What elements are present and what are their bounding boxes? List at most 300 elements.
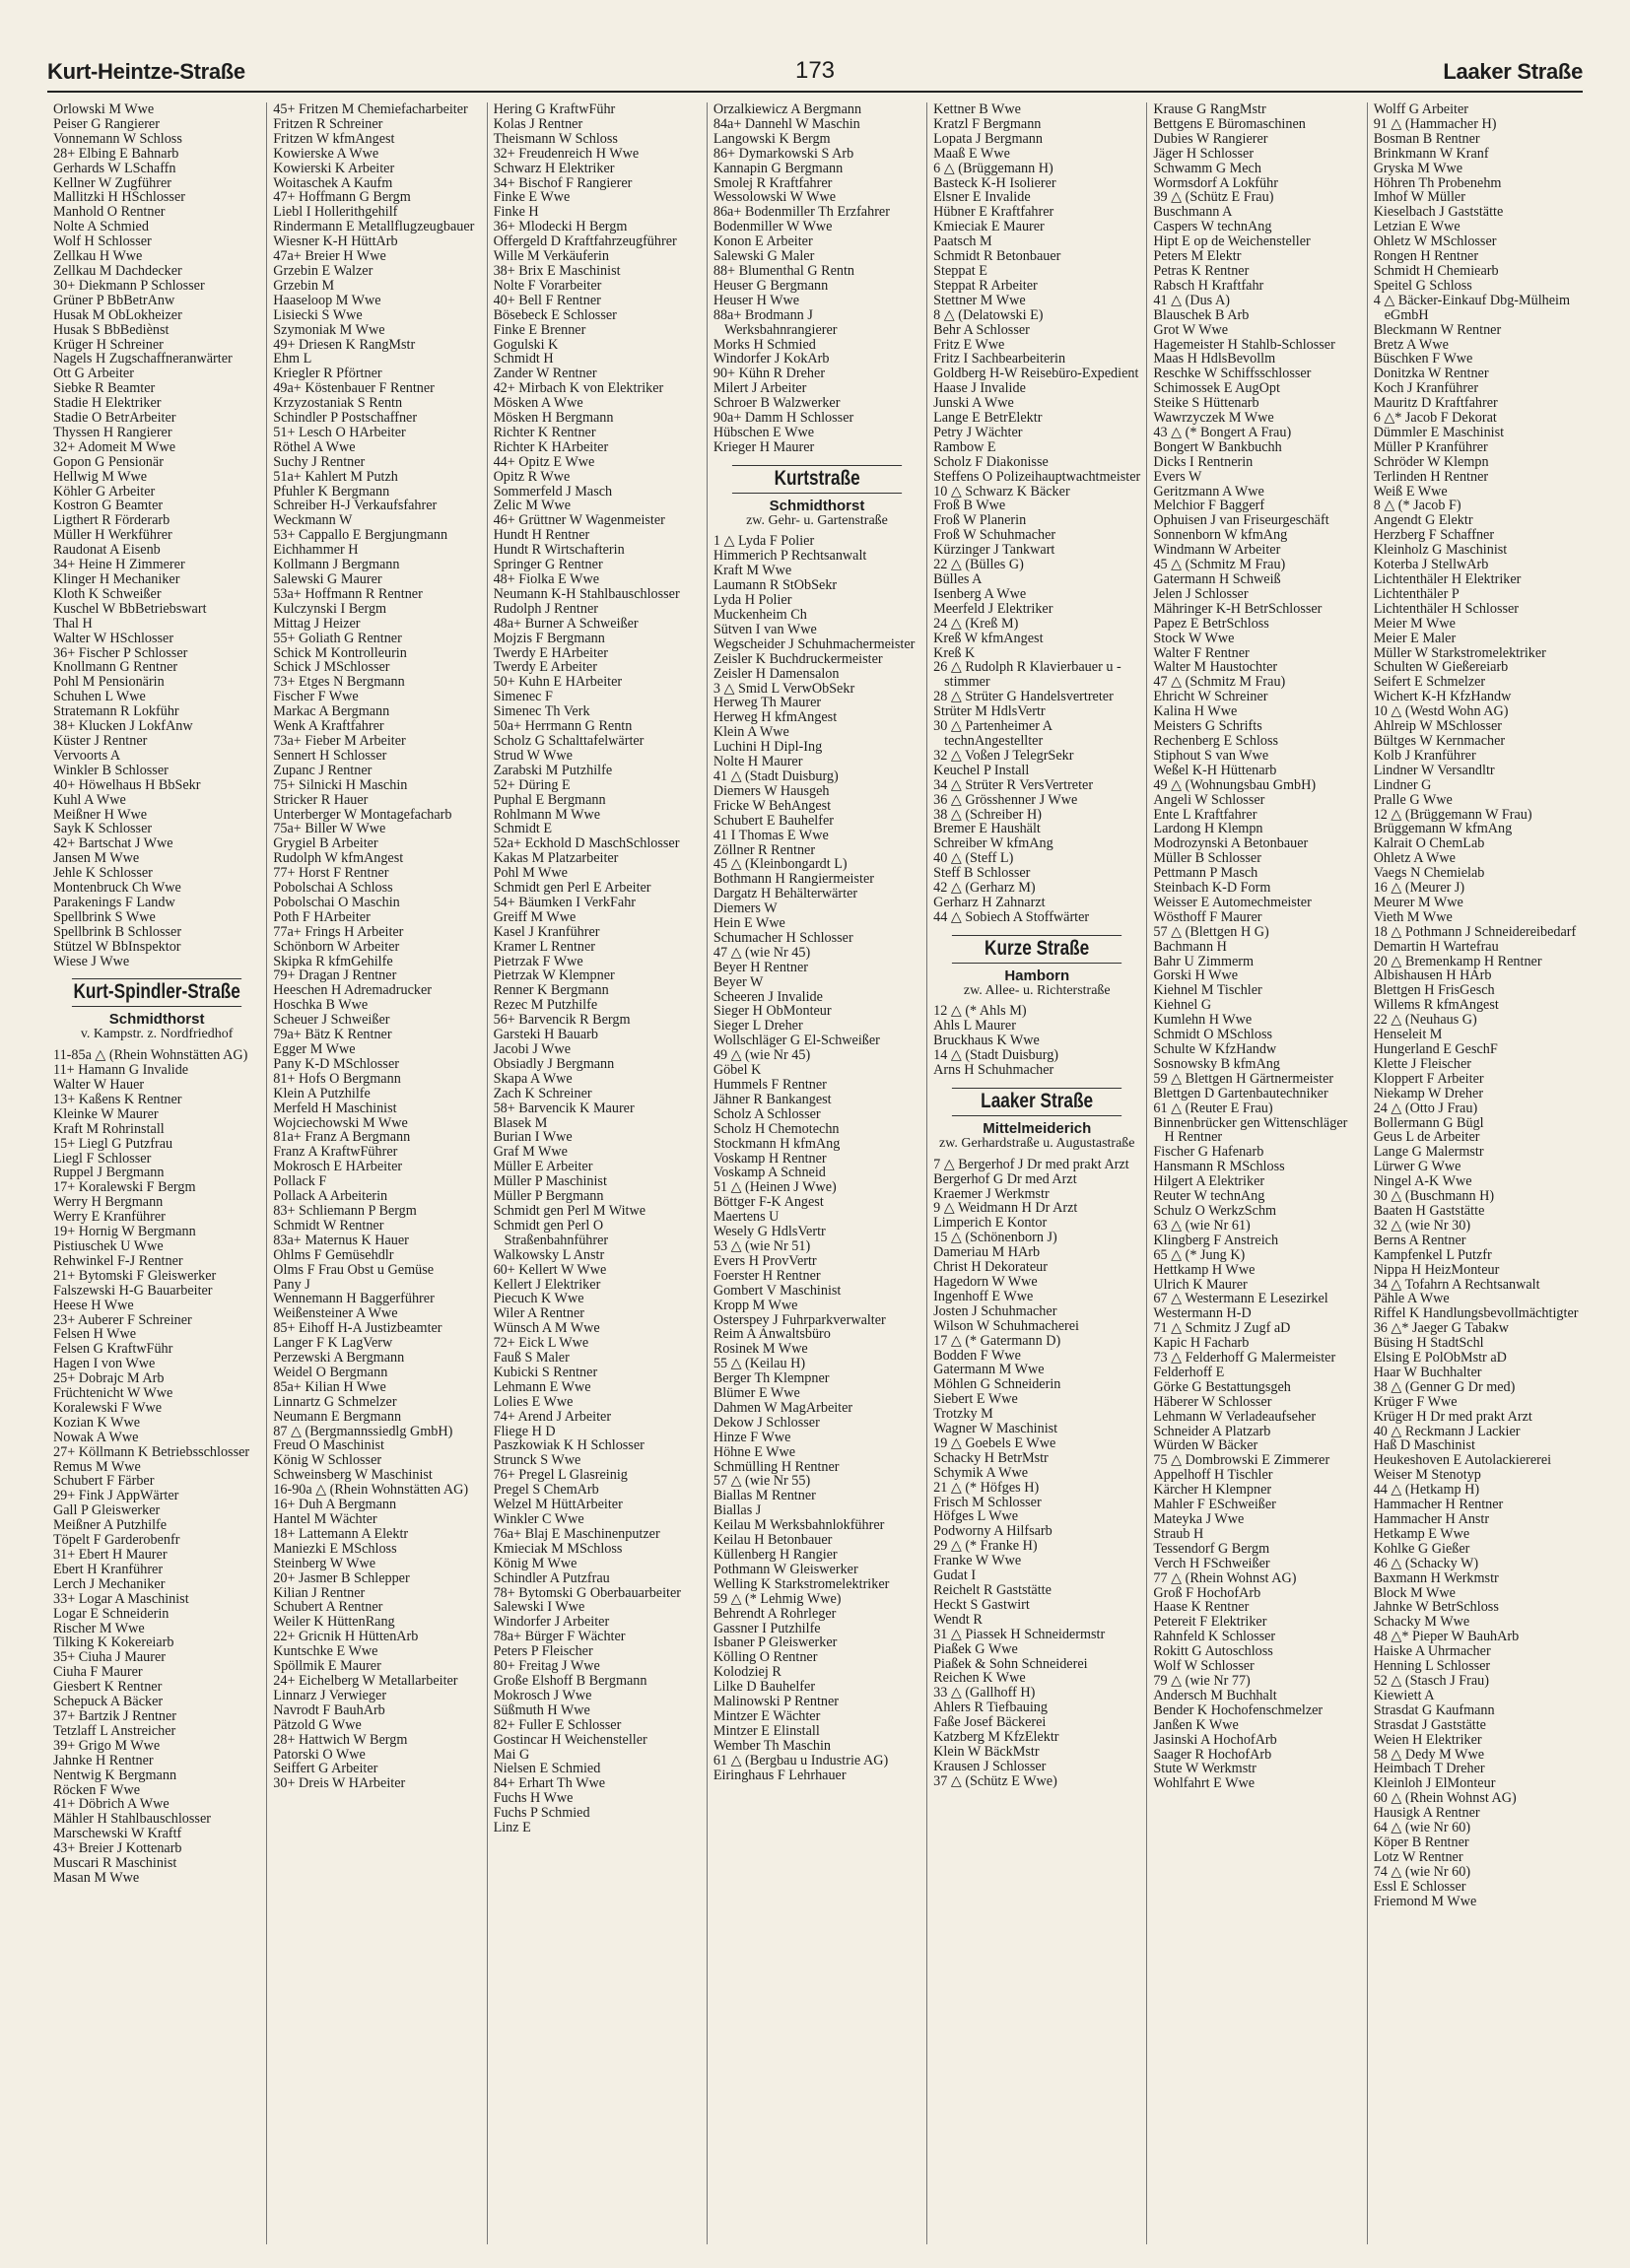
resident-entry: Gopon G Pensionär xyxy=(53,453,164,470)
resident-entry: 49+ Driesen K RangMstr xyxy=(273,336,416,353)
resident-entry: Köper B Rentner xyxy=(1373,1834,1469,1850)
resident-entry: Zöllner R Rentner xyxy=(713,841,816,858)
resident-entry: 32+ Freudenreich H Wwe xyxy=(493,145,640,162)
resident-entry: 71 △ Schmitz J Zugf aD xyxy=(1153,1320,1291,1337)
resident-entry: Strunck S Wwe xyxy=(493,1452,581,1469)
resident-entry: Kölling O Rentner xyxy=(713,1649,818,1666)
resident-entry: Simenec F xyxy=(493,689,553,705)
resident-entry: Mauritz D Kraftfahrer xyxy=(1373,395,1498,412)
resident-entry: Blettgen D Gartenbautechniker xyxy=(1153,1085,1328,1101)
resident-entry: 86a+ Bodenmiller Th Erzfahrer xyxy=(713,204,890,221)
resident-entry: Rezec M Putzhilfe xyxy=(493,997,598,1014)
resident-entry: Kärcher H Klempner xyxy=(1153,1482,1272,1499)
resident-entry: Kraemer J Werkmstr xyxy=(933,1185,1050,1202)
resident-entry: 44 △ (Hetkamp H) xyxy=(1373,1482,1480,1499)
resident-entry: 31 △ Piassek H Schneidermstr xyxy=(933,1626,1106,1642)
resident-entry: Garsteki H Bauarb xyxy=(493,1027,598,1043)
resident-entry: Montenbruck Ch Wwe xyxy=(53,880,181,897)
resident-entry: Christ H Dekorateur xyxy=(933,1259,1048,1276)
resident-entry: Lopata J Bergmann xyxy=(933,130,1043,147)
resident-entry: Mintzer E Wächter xyxy=(713,1707,821,1724)
resident-entry: 48a+ Burner A Schweißer xyxy=(493,615,639,632)
resident-entry: 1 △ Lyda F Polier xyxy=(713,533,815,550)
resident-entry: Jehle K Schlosser xyxy=(53,865,153,882)
resident-entry: Klein A Wwe xyxy=(713,724,789,741)
resident-entry: Stockmann H kfmAng xyxy=(713,1135,841,1152)
resident-entry: Weiser M Stenotyp xyxy=(1373,1467,1481,1484)
resident-entry: 87 △ (Bergmannssiedlg GmbH) xyxy=(273,1423,453,1439)
resident-entry: Speitel G Schloss xyxy=(1373,277,1472,294)
resident-entry: Kolodziej R xyxy=(713,1664,781,1681)
resident-entry: Ebert H Kranführer xyxy=(53,1561,164,1577)
resident-entry: 34 △ Tofahrn A Rechtsanwalt xyxy=(1373,1276,1540,1293)
resident-entry: Heese H Wwe xyxy=(53,1297,134,1313)
resident-entry: Wolff G Arbeiter xyxy=(1373,102,1468,117)
resident-entry: Rudolph J Rentner xyxy=(493,600,598,617)
street-heading: Kurtstraße xyxy=(732,465,902,494)
resident-entry: 15 △ (Schönenborn J) xyxy=(933,1230,1057,1246)
resident-entry: Röthel A Wwe xyxy=(273,438,356,455)
resident-entry: Kalina H Wwe xyxy=(1153,703,1238,720)
resident-entry: Schindler A Putzfrau xyxy=(493,1569,610,1586)
resident-entry: Morks H Schmied xyxy=(713,336,816,353)
street-range-note: v. Kampstr. z. Nordfriedhof xyxy=(80,1027,234,1042)
resident-entry: 64 △ (wie Nr 60) xyxy=(1373,1820,1471,1836)
resident-entry: 37+ Bartzik J Rentner xyxy=(53,1707,177,1724)
resident-entry: Bülles A xyxy=(933,571,983,587)
resident-entry: Felderhoff E xyxy=(1153,1364,1225,1380)
resident-entry: Dargatz H Behälterwärter xyxy=(713,886,858,902)
resident-entry: 56+ Barvencik R Bergm xyxy=(493,1012,631,1029)
resident-entry: Offergeld D Kraftfahrzeugführer xyxy=(493,233,677,250)
resident-entry: Kramer L Rentner xyxy=(493,938,596,955)
resident-entry: 10 △ (Westd Wohn AG) xyxy=(1373,703,1509,720)
resident-entry: Schmidt gen Perl E Arbeiter xyxy=(493,880,651,897)
resident-entry: Ott G Arbeiter xyxy=(53,366,134,382)
resident-entry: Diemers W Hausgeh xyxy=(713,782,830,799)
resident-entry: Pregel S ChemArb xyxy=(493,1482,599,1499)
resident-entry: Wojciechowski M Wwe xyxy=(273,1114,408,1131)
street-range-note: zw. Allee- u. Richterstraße xyxy=(963,982,1111,998)
resident-entry: Pollack A Arbeiterin xyxy=(273,1188,388,1205)
resident-entry: Haase J Invalide xyxy=(933,380,1026,397)
resident-entry: Marschewski W Kraftf xyxy=(53,1826,182,1842)
resident-entry: Bergerhof G Dr med Arzt xyxy=(933,1170,1077,1187)
resident-entry: Luchini H Dipl-Ing xyxy=(713,739,823,756)
resident-entry: 49 △ (Wohnungsbau GmbH) xyxy=(1153,776,1317,793)
resident-entry: 65 △ (* Jung K) xyxy=(1153,1246,1246,1263)
resident-entry: Wesely G HdlsVertr xyxy=(713,1224,826,1240)
resident-entry: 30 △ Partenheimer A technAngestellter xyxy=(933,718,1053,749)
resident-entry: 31+ Ebert H Maurer xyxy=(53,1547,168,1563)
resident-entry: Kürzinger J Tankwart xyxy=(933,542,1055,559)
resident-entry: 9 △ Weidmann H Dr Arzt xyxy=(933,1200,1078,1217)
resident-entry: 12 △ (Brüggemann W Frau) xyxy=(1373,806,1532,823)
resident-entry: Kalrait O ChemLab xyxy=(1373,835,1485,852)
resident-entry: Woitaschek A Kaufm xyxy=(273,174,393,191)
resident-entry: Goldberg H-W Reisebüro-Expedient xyxy=(933,366,1139,382)
resident-entry: Kannapin G Bergmann xyxy=(713,160,844,176)
resident-entry: Niekamp W Dreher xyxy=(1373,1085,1484,1101)
resident-entry: Twerdy E Arbeiter xyxy=(493,659,597,676)
resident-entry: Hellwig M Wwe xyxy=(53,468,148,485)
resident-entry: 13+ Kaßens K Rentner xyxy=(53,1091,182,1107)
resident-entry: 86+ Dymarkowski S Arb xyxy=(713,145,854,162)
resident-entry: Schmidt W Rentner xyxy=(273,1217,384,1234)
resident-entry: Heuser G Bergmann xyxy=(713,277,829,294)
resident-entry: Unterberger W Montagefacharb xyxy=(273,806,452,823)
resident-entry: Saager R HochofArb xyxy=(1153,1746,1272,1763)
resident-entry: Riffel K Handlungsbevollmächtigter xyxy=(1373,1305,1579,1322)
resident-entry: Behrendt A Rohrleger xyxy=(713,1605,837,1622)
resident-entry: Podworny A Hilfsarb xyxy=(933,1523,1053,1540)
resident-entry: Herweg H kfmAngest xyxy=(713,709,838,726)
resident-entry: Klingberg F Anstreich xyxy=(1153,1232,1279,1248)
resident-entry: Jahnke W BetrSchloss xyxy=(1373,1599,1499,1616)
resident-entry: Stute W Werkmstr xyxy=(1153,1761,1256,1777)
resident-entry: 75+ Silnicki H Maschin xyxy=(273,776,408,793)
resident-entry: Schulten W Gießereiarb xyxy=(1373,659,1509,676)
resident-entry: Springer G Rentner xyxy=(493,557,603,573)
resident-entry: Spellbrink B Schlosser xyxy=(53,923,182,940)
resident-entry: Wohlfahrt E Wwe xyxy=(1153,1775,1256,1792)
resident-entry: Modrozynski A Betonbauer xyxy=(1153,835,1309,852)
resident-entry: Albishausen H HArb xyxy=(1373,967,1492,984)
resident-entry: 14 △ (Stadt Duisburg) xyxy=(933,1047,1059,1064)
resident-entry: Seiffert G Arbeiter xyxy=(273,1761,378,1777)
resident-entry: Grygiel B Arbeiter xyxy=(273,835,378,852)
resident-entry: Reichen K Wwe xyxy=(933,1670,1026,1687)
resident-entry: Rindermann E Metallflugzeugbauer xyxy=(273,219,475,235)
page-number: 173 xyxy=(794,57,836,84)
resident-entry: 43 △ (* Bongert A Frau) xyxy=(1153,424,1292,440)
resident-entry: Gatermann M Wwe xyxy=(933,1362,1045,1378)
resident-entry: Smolej R Kraftfahrer xyxy=(713,174,833,191)
directory-columns xyxy=(47,102,1587,2244)
resident-entry: Lardong H Klempn xyxy=(1153,821,1263,837)
resident-entry: 41 I Thomas E Wwe xyxy=(713,827,829,843)
resident-entry: Biallas M Rentner xyxy=(713,1488,816,1504)
resident-entry: Walter M Haustochter xyxy=(1153,659,1278,676)
resident-entry: 85+ Eihoff H-A Justizbeamter xyxy=(273,1320,442,1337)
resident-entry: Egger M Wwe xyxy=(273,1041,356,1057)
resident-entry: Bahr U Zimmerm xyxy=(1153,953,1255,969)
resident-entry: Obsiadly J Bergmann xyxy=(493,1055,615,1072)
resident-entry: Wolf H Schlosser xyxy=(53,233,152,250)
resident-entry: 75a+ Biller W Wwe xyxy=(273,821,386,837)
resident-entry: 46+ Grüttner W Wagenmeister xyxy=(493,512,665,529)
resident-entry: Häberer W Schlosser xyxy=(1153,1393,1272,1410)
resident-entry: Skapa A Wwe xyxy=(493,1070,573,1087)
resident-entry: 23+ Auberer F Schreiner xyxy=(53,1311,192,1328)
resident-entry: 39 △ (Schütz E Frau) xyxy=(1153,189,1274,206)
resident-entry: Kowierske A Wwe xyxy=(273,145,379,162)
resident-entry: Himmerich P Rechtsanwalt xyxy=(713,548,867,565)
resident-entry: Hoschka B Wwe xyxy=(273,997,369,1014)
resident-entry: Weckmann W xyxy=(273,512,353,529)
resident-entry: Scholz A Schlosser xyxy=(713,1105,821,1122)
resident-entry: Knollmann G Rentner xyxy=(53,659,178,676)
resident-entry: Werry E Kranführer xyxy=(53,1209,166,1226)
resident-entry: Donitzka W Rentner xyxy=(1373,366,1489,382)
resident-entry: 77 △ (Rhein Wohnst AG) xyxy=(1153,1569,1297,1586)
resident-entry: Möhlen G Schneiderin xyxy=(933,1376,1061,1393)
resident-entry: Rohlmann M Wwe xyxy=(493,806,601,823)
resident-entry: 52 △ (Stasch J Frau) xyxy=(1373,1672,1489,1689)
resident-entry: Berns A Rentner xyxy=(1373,1232,1466,1248)
resident-entry: Schimossek E AugOpt xyxy=(1153,380,1280,397)
resident-entry: Peters M Elektr xyxy=(1153,248,1242,265)
resident-entry: Isbaner P Gleiswerker xyxy=(713,1634,838,1651)
resident-entry: 52+ Düring E xyxy=(493,776,571,793)
resident-entry: 46 △ (Schacky W) xyxy=(1373,1555,1479,1571)
resident-entry: 79a+ Bätz K Rentner xyxy=(273,1027,392,1043)
resident-entry: 32 △ (wie Nr 30) xyxy=(1373,1217,1471,1234)
resident-entry: Hagemeister H Stahlb-Schlosser xyxy=(1153,336,1335,353)
resident-entry: Perzewski A Bergmann xyxy=(273,1350,405,1367)
resident-entry: Mallitzki H HSchlosser xyxy=(53,189,185,206)
resident-entry: Hettkamp H Wwe xyxy=(1153,1261,1256,1278)
resident-entry: 40 △ Reckmann J Lackier xyxy=(1373,1423,1521,1439)
resident-entry: Tessendorf G Bergm xyxy=(1153,1540,1270,1557)
resident-entry: Falszewski H-G Bauarbeiter xyxy=(53,1282,213,1299)
resident-entry: 10 △ Schwarz K Bäcker xyxy=(933,483,1070,500)
resident-entry: Orlowski M Wwe xyxy=(53,102,155,117)
resident-entry: Pobolschai O Maschin xyxy=(273,894,400,910)
resident-entry: Maas H HdlsBevollm xyxy=(1153,351,1276,367)
resident-entry: Welling K Starkstromelektriker xyxy=(713,1575,890,1592)
resident-entry: Tetzlaff L Anstreicher xyxy=(53,1722,176,1739)
resident-entry: Henning L Schlosser xyxy=(1373,1658,1491,1675)
resident-entry: Mösken A Wwe xyxy=(493,395,583,412)
resident-entry: Dicks I Rentnerin xyxy=(1153,453,1254,470)
resident-entry: Zellkau H Wwe xyxy=(53,248,143,265)
resident-entry: Kratzl F Bergmann xyxy=(933,115,1042,132)
resident-entry: Freud O Maschinist xyxy=(273,1437,384,1454)
resident-entry: Finke E Wwe xyxy=(493,189,571,206)
resident-entry: 38+ Brix E Maschinist xyxy=(493,262,621,279)
resident-entry: Bettgens E Büromaschinen xyxy=(1153,115,1306,132)
resident-entry: Thyssen H Rangierer xyxy=(53,424,172,440)
street-range-note: zw. Gehr- u. Gartenstraße xyxy=(746,512,888,528)
resident-entry: Pany K-D MSchlosser xyxy=(273,1055,399,1072)
resident-entry: Schmidt R Betonbauer xyxy=(933,248,1061,265)
resident-entry: Froß W Schuhmacher xyxy=(933,527,1056,544)
resident-entry: 73 △ Felderhoff G Malermeister xyxy=(1153,1350,1336,1367)
resident-entry: Spöllmik E Maurer xyxy=(273,1658,381,1675)
resident-entry: Petras K Rentner xyxy=(1153,262,1250,279)
resident-entry: Vonnemann W Schloss xyxy=(53,130,182,147)
resident-entry: Süßmuth H Wwe xyxy=(493,1701,590,1718)
resident-entry: Angeli W Schlosser xyxy=(1153,791,1265,808)
resident-entry: 34 △ Strüter R VersVertreter xyxy=(933,776,1094,793)
resident-entry: Geritzmann A Wwe xyxy=(1153,483,1264,500)
resident-entry: Krause G RangMstr xyxy=(1153,102,1266,117)
resident-entry: 88+ Blumenthal G Rentn xyxy=(713,262,855,279)
resident-entry: 29 △ (* Franke H) xyxy=(933,1538,1038,1555)
resident-entry: Klein A Putzhilfe xyxy=(273,1085,371,1101)
resident-entry: Bremer E Haushält xyxy=(933,821,1041,837)
resident-entry: Hammacher H Rentner xyxy=(1373,1497,1504,1513)
resident-entry: Essl E Schlosser xyxy=(1373,1878,1466,1895)
resident-entry: Reichelt R Gaststätte xyxy=(933,1582,1052,1598)
resident-entry: Schmidt O MSchloss xyxy=(1153,1027,1273,1043)
resident-entry: 85a+ Kilian H Wwe xyxy=(273,1378,386,1395)
resident-entry: 34+ Bischof F Rangierer xyxy=(493,174,633,191)
resident-entry: 36+ Fischer P Schlosser xyxy=(53,644,188,661)
resident-entry: 73+ Etges N Bergmann xyxy=(273,674,405,691)
resident-entry: Blasek M xyxy=(493,1114,548,1131)
resident-entry: 29+ Fink J AppWärter xyxy=(53,1488,179,1504)
resident-entry: Fuchs P Schmied xyxy=(493,1805,590,1822)
resident-entry: Diemers W xyxy=(713,901,778,917)
resident-entry: 22+ Gricnik H HüttenArb xyxy=(273,1629,419,1645)
resident-entry: Nielsen E Schmied xyxy=(493,1761,601,1777)
resident-entry: Kriegler R Pförtner xyxy=(273,366,382,382)
running-head-left: Kurt-Heintze-Straße xyxy=(47,59,245,84)
resident-entry: 8 △ (* Jacob F) xyxy=(1373,498,1461,514)
resident-entry: Haar W Buchhalter xyxy=(1373,1364,1482,1380)
resident-entry: Weßel K-H Hüttenarb xyxy=(1153,762,1277,778)
resident-entry: Josten J Schuhmacher xyxy=(933,1302,1057,1319)
resident-entry: 51+ Lesch O HArbeiter xyxy=(273,424,406,440)
resident-entry: Block M Wwe xyxy=(1373,1584,1456,1601)
resident-entry: Frisch M Schlosser xyxy=(933,1494,1042,1510)
resident-entry: Foerster H Rentner xyxy=(713,1267,821,1284)
resident-entry: 33 △ (Gallhoff H) xyxy=(933,1685,1036,1701)
resident-entry: Janßen K Wwe xyxy=(1153,1716,1239,1733)
resident-entry: Pohl M Pensionärin xyxy=(53,674,165,691)
column-5 xyxy=(927,102,1147,2244)
resident-entry: Bruckhaus K Wwe xyxy=(933,1033,1040,1049)
resident-entry: Felsen G KraftwFühr xyxy=(53,1341,173,1358)
resident-entry: Zellkau M Dachdecker xyxy=(53,262,182,279)
resident-entry: Gogulski K xyxy=(493,336,559,353)
resident-entry: 41 △ (Dus A) xyxy=(1153,292,1230,308)
resident-entry: Salewski G Maurer xyxy=(273,571,382,587)
resident-entry: 45 △ (Kleinbongardt L) xyxy=(713,856,848,873)
resident-entry: Zander W Rentner xyxy=(493,366,597,382)
resident-entry: 16 △ (Meurer J) xyxy=(1373,880,1465,897)
resident-entry: Kiewiett A xyxy=(1373,1687,1435,1703)
resident-entry: 16-90a △ (Rhein Wohnstätten AG) xyxy=(273,1482,469,1499)
resident-entry: Zelic M Wwe xyxy=(493,498,572,514)
resident-entry: Demartin H Wartefrau xyxy=(1373,938,1499,955)
resident-entry: Büsing H StadtSchl xyxy=(1373,1335,1484,1352)
resident-entry: Pobolschai A Schloss xyxy=(273,880,393,897)
resident-entry: Dahmen W MagArbeiter xyxy=(713,1399,853,1416)
resident-entry: Wiesner K-H HüttArb xyxy=(273,233,398,250)
resident-entry: 51a+ Kahlert M Putzh xyxy=(273,468,398,485)
resident-entry: Schroer B Walzwerker xyxy=(713,395,841,412)
resident-entry: Winkler C Wwe xyxy=(493,1511,584,1527)
resident-entry: Lerch J Mechaniker xyxy=(53,1575,166,1592)
resident-entry: Wollschläger G El-Schweißer xyxy=(713,1033,880,1049)
resident-entry: Kohlke G Gießer xyxy=(1373,1540,1470,1557)
resident-entry: Wünsch A M Wwe xyxy=(493,1320,600,1337)
resident-entry: Gall P Gleiswerker xyxy=(53,1502,161,1519)
resident-entry: Finke E Brenner xyxy=(493,321,586,338)
resident-entry: Nolte H Maurer xyxy=(713,754,803,770)
resident-entry: Papez E BetrSchloss xyxy=(1153,615,1269,632)
column-2 xyxy=(267,102,487,2244)
resident-entry: 12 △ (* Ahls M) xyxy=(933,1003,1027,1020)
resident-entry: Müller P Bergmann xyxy=(493,1188,604,1205)
resident-entry: Orzalkiewicz A Bergmann xyxy=(713,102,862,117)
resident-entry: Beyer H Rentner xyxy=(713,959,808,975)
resident-entry: Grüner P BbBetrAnw xyxy=(53,292,175,308)
resident-entry: Milert J Arbeiter xyxy=(713,380,807,397)
resident-entry: Lehmann E Wwe xyxy=(493,1378,591,1395)
resident-entry: Stützel W BbInspektor xyxy=(53,938,181,955)
resident-entry: Rosinek M Wwe xyxy=(713,1341,808,1358)
resident-entry: Lyda H Polier xyxy=(713,592,792,609)
resident-entry: Jasinski A HochofArb xyxy=(1153,1731,1277,1748)
resident-entry: Pettmann P Masch xyxy=(1153,865,1258,882)
resident-entry: 7 △ Bergerhof J Dr med prakt Arzt xyxy=(933,1156,1129,1172)
resident-entry: Werry H Bergmann xyxy=(53,1194,164,1211)
resident-entry: Mai G xyxy=(493,1746,530,1763)
resident-entry: Böttger F-K Angest xyxy=(713,1194,824,1211)
resident-entry: Linnartz G Schmelzer xyxy=(273,1393,397,1410)
resident-entry: Binnenbrücker gen Wittenschläger H Rentner xyxy=(1153,1114,1348,1146)
resident-entry: Kilian J Rentner xyxy=(273,1584,366,1601)
resident-entry: Franke W Wwe xyxy=(933,1553,1022,1569)
resident-entry: Pothmann W Gleiswerker xyxy=(713,1561,858,1577)
resident-entry: Zeisler K Buchdruckermeister xyxy=(713,650,883,667)
resident-entry: Sennert H Schlosser xyxy=(273,747,387,764)
resident-entry: Heuser H Wwe xyxy=(713,292,800,308)
resident-entry: Osterspey J Fuhrparkverwalter xyxy=(713,1311,886,1328)
resident-entry: Koterba J StellwArb xyxy=(1373,557,1489,573)
resident-entry: Wichert K-H KfzHandw xyxy=(1373,689,1512,705)
resident-entry: Lichtenthäler P xyxy=(1373,585,1460,602)
resident-entry: Berger Th Klempner xyxy=(713,1370,830,1387)
resident-entry: Fauß S Maler xyxy=(493,1350,570,1367)
resident-entry: Husak S BbBediènst xyxy=(53,321,170,338)
resident-entry: Kleinholz G Maschinist xyxy=(1373,542,1508,559)
resident-entry: 40+ Bell F Rentner xyxy=(493,292,601,308)
resident-entry: Elsner E Invalide xyxy=(933,189,1031,206)
resident-entry: Behr A Schlosser xyxy=(933,321,1030,338)
resident-entry: Neumann E Bergmann xyxy=(273,1408,402,1425)
resident-entry: 50a+ Herrmann G Rentn xyxy=(493,718,633,735)
resident-entry: Gerharz H Zahnarzt xyxy=(933,894,1046,910)
resident-entry: Langer F K LagVerw xyxy=(273,1335,393,1352)
resident-entry: Wendt R xyxy=(933,1611,983,1628)
resident-entry: Langowski K Bergm xyxy=(713,130,831,147)
resident-entry: Kraft M Wwe xyxy=(713,563,792,579)
resident-entry: Stadie H Elektriker xyxy=(53,395,162,412)
column-7 xyxy=(1368,102,1587,2244)
resident-entry: Steike S Hüttenarb xyxy=(1153,395,1259,412)
resident-entry: Buschmann A xyxy=(1153,204,1233,221)
resident-entry: Laumann R StObSekr xyxy=(713,577,838,594)
resident-entry: Müller P Maschinist xyxy=(493,1173,607,1190)
resident-entry: Schacky H BetrMstr xyxy=(933,1449,1049,1466)
resident-entry: Dümmler E Maschinist xyxy=(1373,424,1505,440)
resident-entry: 22 △ (Neuhaus G) xyxy=(1373,1012,1477,1029)
resident-entry: Terlinden H Rentner xyxy=(1373,468,1489,485)
resident-entry: Weidel O Bergmann xyxy=(273,1364,388,1380)
resident-entry: Opitz R Wwe xyxy=(493,468,571,485)
resident-entry: Mähler H Stahlbauschlosser xyxy=(53,1811,211,1828)
resident-entry: Grzebin M xyxy=(273,277,335,294)
resident-entry: Siebke R Beamter xyxy=(53,380,156,397)
resident-entry: Simenec Th Verk xyxy=(493,703,590,720)
resident-entry: 17 △ (* Gatermann D) xyxy=(933,1332,1061,1349)
resident-entry: Grot W Wwe xyxy=(1153,321,1229,338)
